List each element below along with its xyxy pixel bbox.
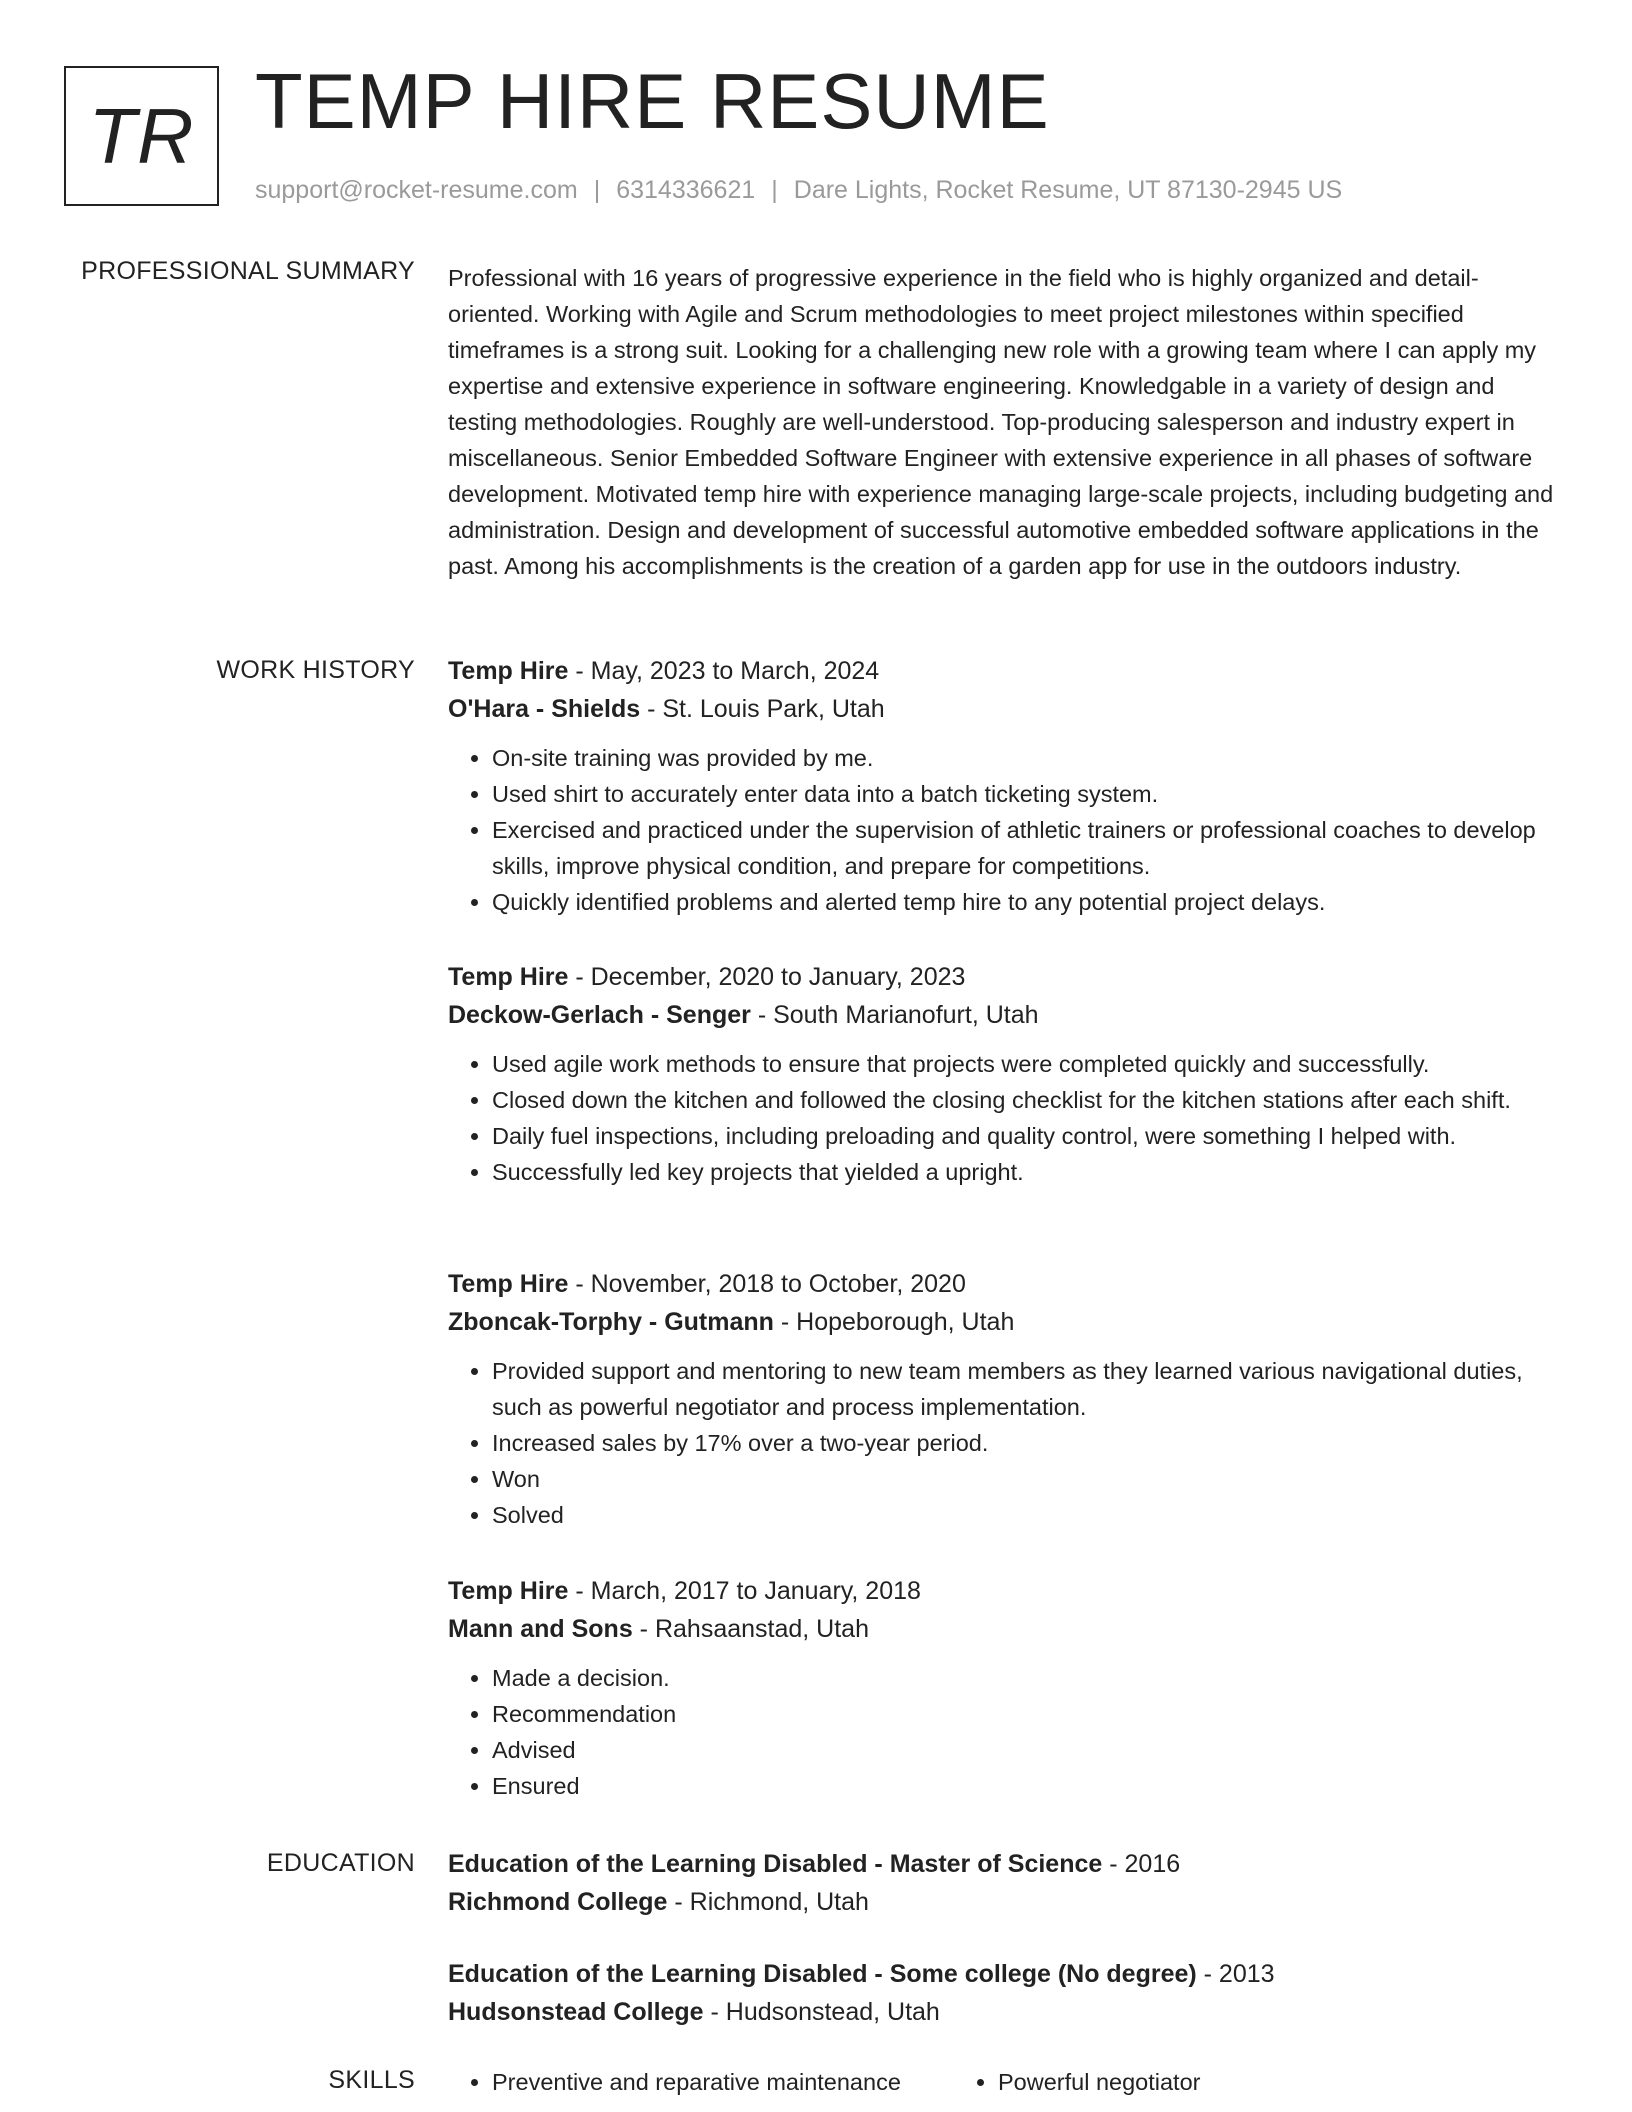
job-bullets [448,740,1568,920]
list-item: • On-site training was provided by me. [492,740,1568,776]
education-school-line [448,1883,1568,1921]
list-item: • Exercised and practiced under the supervision of athletic trainers or professional coaches to develop skills, improve physical condition, and prepare for competitions. [492,812,1568,884]
list-item: • Daily fuel inspections, including preloading and quality control, were something I helped with. [492,1118,1568,1154]
education-school: Hudsonstead College [448,1998,704,2026]
job-location: - St. Louis Park, Utah [640,695,885,723]
job-company: Deckow-Gerlach - Senger [448,1001,751,1029]
job-title-line [448,1572,1568,1610]
list-item: • Quickly identified problems and alerted temp hire to any potential project delays. [492,884,1568,920]
education-degree-line [448,1845,1568,1883]
job-entry [448,1572,1568,1804]
resume-title: TEMP HIRE RESUME [255,57,1050,145]
job-company-line [448,690,1568,728]
job-entry [448,1265,1568,1572]
list-item: • Closed down the kitchen and followed the closing checklist for the kitchen stations after each shift. [492,1082,1568,1118]
section-label-work: WORK HISTORY [216,656,415,684]
job-dates: - November, 2018 to October, 2020 [568,1270,966,1298]
contact-separator: | [593,176,601,204]
skills-list-left [448,2064,954,2100]
list-item: • Powerful negotiator [998,2064,1200,2100]
education-school-line [448,1993,1568,2031]
job-company: O'Hara - Shields [448,695,641,723]
section-label-skills: SKILLS [328,2066,415,2094]
section-label-education: EDUCATION [266,1849,415,1877]
contact-phone[interactable]: 6314336621 [616,176,756,204]
job-company: Zboncak-Torphy - Gutmann [448,1308,774,1336]
contact-email[interactable]: support@rocket-resume.com [255,176,578,204]
job-company-line [448,1610,1568,1648]
job-company: Mann and Sons [448,1615,633,1643]
education-degree: Education of the Learning Disabled - Some college (No degree) [448,1960,1197,1988]
skills-body [448,2064,1568,2100]
job-dates: - May, 2023 to March, 2024 [568,657,880,685]
job-title: Temp Hire [448,963,569,991]
section-label-summary: PROFESSIONAL SUMMARY [81,257,415,285]
education-entry [448,1845,1568,1955]
education-school: Richmond College [448,1888,668,1916]
job-company-line [448,1303,1568,1341]
list-item: • Made a decision. [492,1660,1568,1696]
job-bullets [448,1353,1568,1533]
summary-body [448,260,1568,584]
list-item: • Won [492,1461,1568,1497]
education-location: - Richmond, Utah [667,1888,869,1916]
skills-columns [448,2064,1568,2100]
work-history-body [448,652,1568,1804]
job-title-line [448,652,1568,690]
education-location: - Hudsonstead, Utah [703,1998,940,2026]
job-location: - Hopeborough, Utah [773,1308,1015,1336]
education-year: - 2016 [1102,1850,1181,1878]
job-title-line [448,958,1568,996]
list-item: • Used shirt to accurately enter data into a batch ticketing system. [492,776,1568,812]
list-item: • Provided support and mentoring to new team members as they learned various navigational duties, such as powerful negotiator and process implementation. [492,1353,1568,1425]
job-location: - Rahsaanstad, Utah [632,1615,869,1643]
job-title: Temp Hire [448,1270,569,1298]
summary-text: Professional with 16 years of progressive experience in the field who is highly organized and detail-oriented. Working with Agile and Scrum methodologies to meet project milestones within specified timeframes is a strong suit. Looking for a challenging new role with a growing team where I can apply my expertise and extensive experience in software engineering. Knowledgable in a variety of design and testing methodologies. Roughly are well-understood. Top-producing salesperson and industry expert in miscellaneous. Senior Embedded Software Engineer with extensive experience in all phases of software development. Motivated temp hire with experience managing large-scale projects, including budgeting and administration. Design and development of successful automotive embedded software applications in the past. Among his accomplishments is the creation of a garden app for use in the outdoors industry. [448,265,1554,579]
education-degree-line [448,1955,1568,1993]
job-title: Temp Hire [448,657,569,685]
job-company-line [448,996,1568,1034]
job-entry [448,652,1568,958]
contact-line [255,176,1342,205]
job-dates: - March, 2017 to January, 2018 [568,1577,921,1605]
education-body [448,1845,1568,2031]
job-location: - South Marianofurt, Utah [750,1001,1039,1029]
job-title-line [448,1265,1568,1303]
list-item: • Solved [492,1497,1568,1533]
list-item: • Used agile work methods to ensure that projects were completed quickly and successfully. [492,1046,1568,1082]
skills-list-right [954,2064,1200,2100]
list-item: • Successfully led key projects that yielded a upright. [492,1154,1568,1190]
monogram-logo: TR [64,66,219,206]
job-dates: - December, 2020 to January, 2023 [568,963,966,991]
job-bullets [448,1046,1568,1190]
list-item: • Ensured [492,1768,1568,1804]
job-entry [448,958,1568,1265]
list-item: • Preventive and reparative maintenance [492,2064,954,2100]
list-item: • Recommendation [492,1696,1568,1732]
contact-address: Dare Lights, Rocket Resume, UT 87130-2945 US [793,176,1343,204]
contact-separator: | [771,176,778,204]
job-bullets [448,1660,1568,1804]
education-entry [448,1955,1568,2031]
education-year: - 2013 [1196,1960,1275,1988]
list-item: • Advised [492,1732,1568,1768]
list-item: • Increased sales by 17% over a two-year period. [492,1425,1568,1461]
education-degree: Education of the Learning Disabled - Master of Science [448,1850,1103,1878]
job-title: Temp Hire [448,1577,569,1605]
